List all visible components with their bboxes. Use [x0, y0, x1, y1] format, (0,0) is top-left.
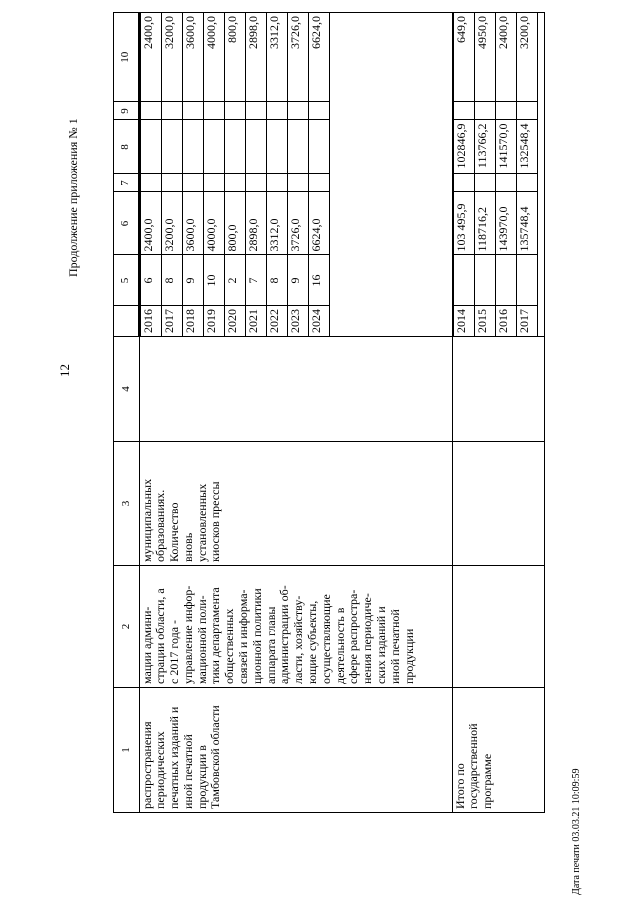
- col6-cell: 3600,0: [182, 192, 203, 255]
- year-row: [266, 13, 287, 336]
- year-row: [474, 13, 495, 336]
- activity-name-cell: распространения периодических печатных изданий и иной печатной продукции в Тамбовской области: [139, 688, 452, 813]
- year-cell: 2014: [453, 306, 474, 336]
- col8-cell: 113766,2: [474, 120, 495, 174]
- col10-cell: 6624,0: [308, 13, 329, 102]
- col7-cell: [161, 174, 182, 192]
- col7-cell: [287, 174, 308, 192]
- col8-cell: [161, 120, 182, 174]
- col9-cell: [516, 102, 537, 120]
- col4-cell: [139, 337, 452, 442]
- header-col-4: 4: [114, 337, 140, 442]
- total-col4-cell: [452, 337, 544, 442]
- print-date: Дата печати 03.03.21 10:09:59: [571, 768, 582, 895]
- indicator-cell: муниципальных образованиях. Количество вновь установленных киосков прессы: [139, 442, 452, 566]
- year-cell: 2022: [266, 306, 287, 336]
- continuation-note: Продолжение приложения № 1: [66, 118, 80, 277]
- col5-cell: 7: [245, 255, 266, 306]
- col7-cell: [140, 174, 161, 192]
- col6-cell: 3200,0: [161, 192, 182, 255]
- col9-cell: [203, 102, 224, 120]
- year-row: [140, 13, 161, 336]
- year-cell: 2017: [516, 306, 537, 336]
- header-cols-5-10: [114, 13, 140, 337]
- col6-cell: 4000,0: [203, 192, 224, 255]
- col6-cell: 3312,0: [266, 192, 287, 255]
- header-row: [114, 13, 140, 813]
- col10-cell: 2400,0: [495, 13, 516, 102]
- total-col3-cell: [452, 442, 544, 566]
- col7-cell: [516, 174, 537, 192]
- col6-cell: 3726,0: [287, 192, 308, 255]
- col7-cell: [453, 174, 474, 192]
- col10-cell: 3600,0: [182, 13, 203, 102]
- page-number: 12: [57, 364, 72, 377]
- year-row: [161, 13, 182, 336]
- col6-cell: 135748,4: [516, 192, 537, 255]
- header-col-8: 8: [114, 120, 138, 174]
- year-cell: 2021: [245, 306, 266, 336]
- col7-cell: [308, 174, 329, 192]
- col7-cell: [266, 174, 287, 192]
- table-row-activity: [139, 13, 452, 813]
- col9-cell: [224, 102, 245, 120]
- col10-cell: 3726,0: [287, 13, 308, 102]
- col8-cell: 141570,0: [495, 120, 516, 174]
- col10-cell: 4000,0: [203, 13, 224, 102]
- header-col-1: 1: [114, 688, 140, 813]
- col9-cell: [495, 102, 516, 120]
- col10-cell: 2898,0: [245, 13, 266, 102]
- col9-cell: [182, 102, 203, 120]
- col8-cell: 102846,9: [453, 120, 474, 174]
- col9-cell: [308, 102, 329, 120]
- header-col-2: 2: [114, 566, 140, 688]
- col6-cell: 2898,0: [245, 192, 266, 255]
- col10-cell: 4950,0: [474, 13, 495, 102]
- col5-cell: 8: [266, 255, 287, 306]
- col10-cell: 649,0: [453, 13, 474, 102]
- year-cell: 2016: [495, 306, 516, 336]
- col5-cell: 10: [203, 255, 224, 306]
- total-yearly-values: [452, 13, 544, 337]
- col7-cell: [182, 174, 203, 192]
- year-cell: 2024: [308, 306, 329, 336]
- col5-cell: 9: [287, 255, 308, 306]
- col10-cell: 3200,0: [516, 13, 537, 102]
- year-cell: 2016: [140, 306, 161, 336]
- program-table: [113, 12, 545, 813]
- col8-cell: [203, 120, 224, 174]
- year-row: [453, 13, 474, 336]
- col6-cell: 6624,0: [308, 192, 329, 255]
- col9-cell: [474, 102, 495, 120]
- col6-cell: 103 495,9: [453, 192, 474, 255]
- col8-cell: [182, 120, 203, 174]
- year-cell: 2019: [203, 306, 224, 336]
- col8-cell: [140, 120, 161, 174]
- col5-cell: [453, 255, 474, 306]
- year-cell: 2017: [161, 306, 182, 336]
- col8-cell: [266, 120, 287, 174]
- col5-cell: 8: [161, 255, 182, 306]
- col9-cell: [453, 102, 474, 120]
- yearly-values: [139, 13, 452, 337]
- year-row: [245, 13, 266, 336]
- header-col-6: 6: [114, 192, 138, 255]
- year-row: [224, 13, 245, 336]
- col6-cell: 800,0: [224, 192, 245, 255]
- col5-cell: [516, 255, 537, 306]
- col5-cell: 2: [224, 255, 245, 306]
- col10-cell: 2400,0: [140, 13, 161, 102]
- header-col-5: 5: [114, 255, 138, 306]
- year-cell: 2018: [182, 306, 203, 336]
- header-col-3: 3: [114, 442, 140, 566]
- col10-cell: 3312,0: [266, 13, 287, 102]
- total-col2-cell: [452, 566, 544, 688]
- col6-cell: 2400,0: [140, 192, 161, 255]
- col6-cell: 118716,2: [474, 192, 495, 255]
- header-col-7: 7: [114, 174, 138, 192]
- col8-cell: [287, 120, 308, 174]
- col5-cell: [474, 255, 495, 306]
- header-col-10: 10: [114, 13, 138, 102]
- year-cell: 2020: [224, 306, 245, 336]
- col5-cell: 16: [308, 255, 329, 306]
- year-row: [287, 13, 308, 336]
- col9-cell: [140, 102, 161, 120]
- col8-cell: [224, 120, 245, 174]
- year-row: [495, 13, 516, 336]
- col9-cell: [266, 102, 287, 120]
- year-row: [516, 13, 537, 336]
- col9-cell: [287, 102, 308, 120]
- year-row: [182, 13, 203, 336]
- col7-cell: [224, 174, 245, 192]
- col10-cell: 800,0: [224, 13, 245, 102]
- col5-cell: 9: [182, 255, 203, 306]
- col7-cell: [245, 174, 266, 192]
- year-row: [203, 13, 224, 336]
- col7-cell: [474, 174, 495, 192]
- col6-cell: 143970,0: [495, 192, 516, 255]
- col7-cell: [495, 174, 516, 192]
- col5-cell: 6: [140, 255, 161, 306]
- table-row-total: [452, 13, 544, 813]
- col9-cell: [245, 102, 266, 120]
- header-col-9: 9: [114, 102, 138, 120]
- col8-cell: [245, 120, 266, 174]
- year-cell: 2023: [287, 306, 308, 336]
- year-cell: 2015: [474, 306, 495, 336]
- col9-cell: [161, 102, 182, 120]
- col5-cell: [495, 255, 516, 306]
- col7-cell: [203, 174, 224, 192]
- col8-cell: 132548,4: [516, 120, 537, 174]
- responsible-cell: мации админи- страции области, а с 2017 года - управление инфор- мационной поли- тики департамента общественных связей и информа- ционной политики аппарата главы администрации об- ласти, хозяйству- ющие субъекты, осуществляющие деятельность в сфере распростра- нения периодиче- ских изданий и иной печатной продукции: [139, 566, 452, 688]
- year-row: [308, 13, 329, 336]
- total-label-cell: Итого по государственной программе: [452, 688, 544, 813]
- col10-cell: 3200,0: [161, 13, 182, 102]
- col8-cell: [308, 120, 329, 174]
